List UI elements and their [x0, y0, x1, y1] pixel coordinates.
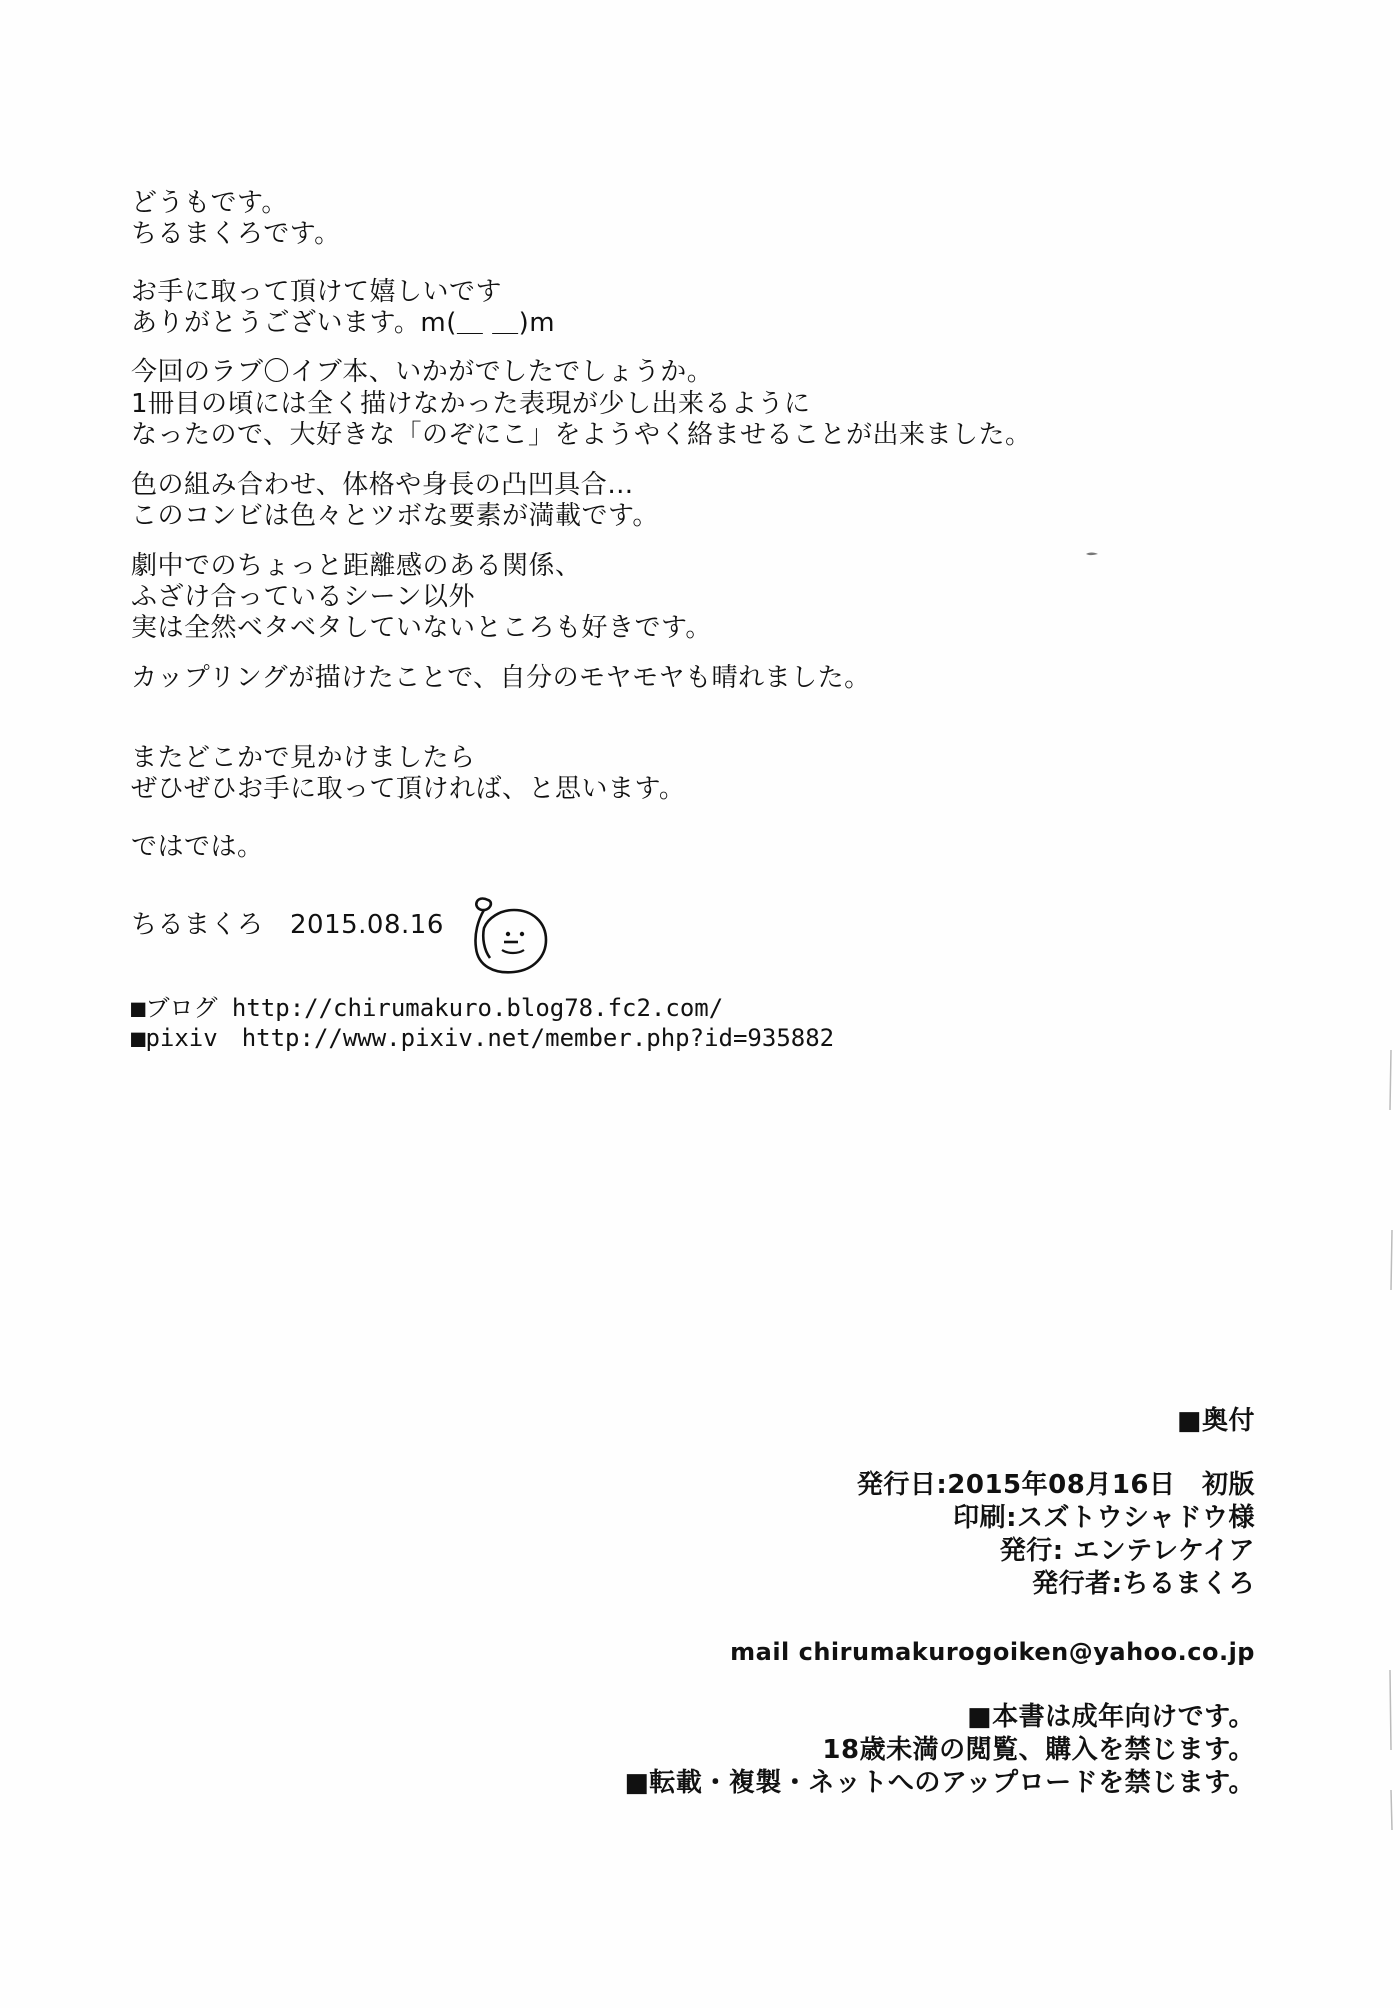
afterword-line: 劇中でのちょっと距離感のある関係、: [131, 551, 582, 581]
notice-age: 18歳未満の閲覧、購入を禁じます。: [822, 1735, 1255, 1765]
afterword-line: ではでは。: [131, 832, 264, 862]
afterword-line: このコンビは色々とツボな要素が満載です。: [131, 501, 659, 531]
afterword-line: お手に取って頂けて嬉しいです: [131, 277, 503, 307]
colophon-printer: 印刷:スズトウシャドウ様: [953, 1503, 1255, 1533]
notice-adult: ■本書は成年向けです。: [967, 1702, 1255, 1732]
scan-edge-marks-icon: [1386, 1050, 1396, 1830]
afterword-line: またどこかで見かけましたら: [131, 743, 476, 773]
blog-link[interactable]: ■ブログ http://chirumakuro.blog78.fc2.com/: [131, 994, 724, 1022]
signature-line: ちるまくろ 2015.08.16: [131, 910, 444, 940]
afterword-line: 実は全然ベタベタしていないところも好きです。: [131, 613, 712, 643]
colophon-issue-date: 発行日:2015年08月16日 初版: [856, 1470, 1255, 1500]
afterword-line: 1冊目の頃には全く描けなかった表現が少し出来るように: [131, 389, 811, 419]
notice-reproduction: ■転載・複製・ネットへのアップロードを禁じます。: [624, 1768, 1255, 1798]
afterword-line: なったので、大好きな「のぞにこ」をようやく絡ませることが出来ました。: [131, 420, 1032, 450]
afterword-line: 今回のラブ〇イブ本、いかがでしたでしょうか。: [131, 357, 714, 387]
afterword-line: 色の組み合わせ、体格や身長の凸凹具合…: [131, 470, 634, 500]
afterword-line: どうもです。: [131, 188, 288, 218]
colophon-issuer: 発行者:ちるまくろ: [1032, 1569, 1255, 1599]
afterword-line: ぜひぜひお手に取って頂ければ、と思います。: [131, 774, 686, 804]
afterword-line: カップリングが描けたことで、自分のモヤモヤも晴れました。: [131, 663, 871, 693]
pixiv-link[interactable]: ■pixiv http://www.pixiv.net/member.php?id=935882: [131, 1024, 835, 1052]
colophon-mail[interactable]: mail chirumakurogoiken@yahoo.co.jp: [730, 1638, 1255, 1666]
colophon-publisher: 発行: エンテレケイア: [999, 1536, 1255, 1566]
afterword-line: ふざけ合っているシーン以外: [131, 582, 475, 612]
afterword-line: ちるまくろです。: [131, 219, 341, 249]
signature-doodle-icon: [462, 880, 552, 980]
afterword-line: ありがとうございます。m(＿ ＿)m: [131, 308, 556, 338]
smudge-mark-icon: [1085, 551, 1099, 557]
colophon-heading: ■奥付: [1176, 1406, 1255, 1436]
